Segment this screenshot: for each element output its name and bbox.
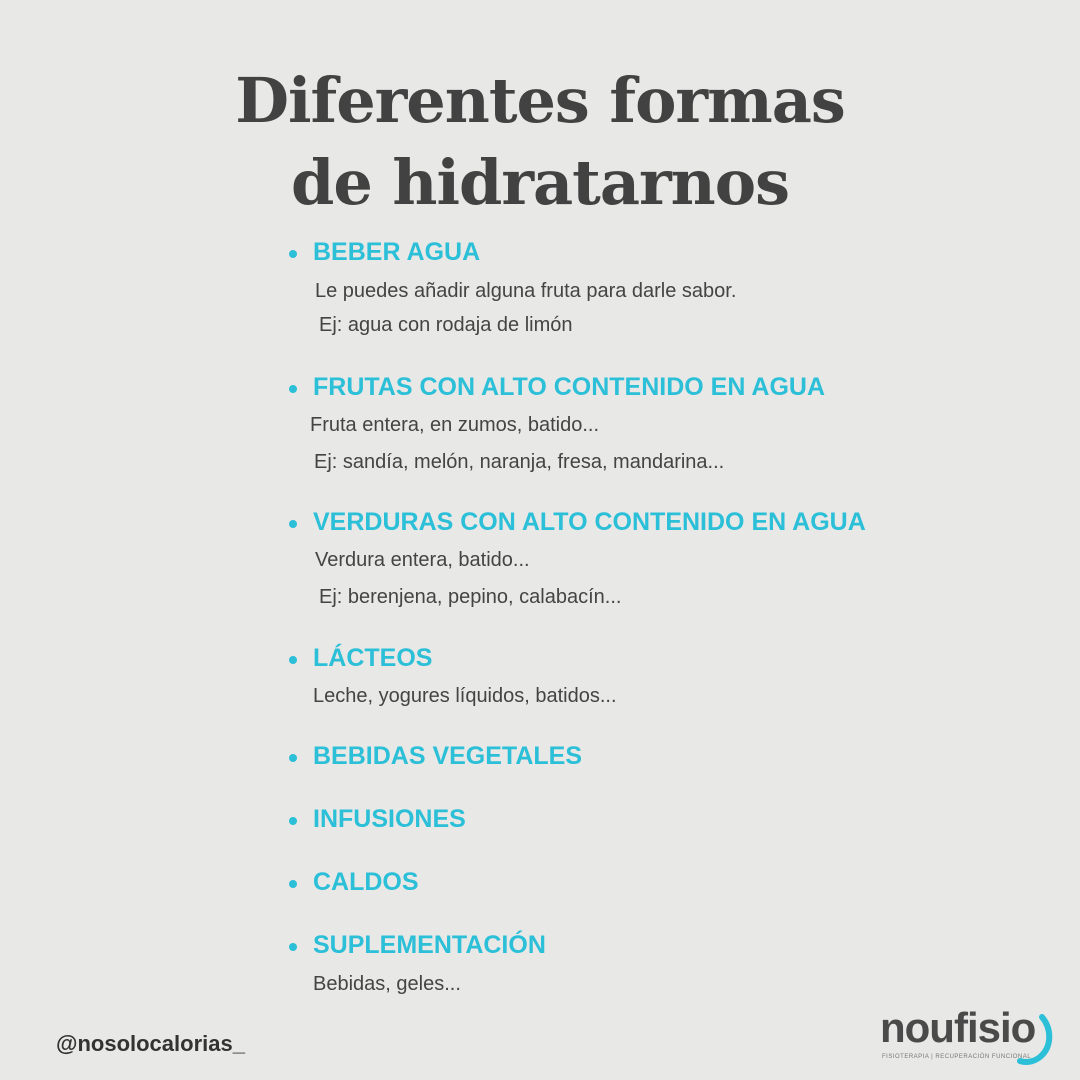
item-heading: FRUTAS CON ALTO CONTENIDO EN AGUA	[313, 373, 826, 401]
item-detail: Ej: sandía, melón, naranja, fresa, mandarina...	[314, 451, 725, 473]
brand-logo	[880, 1005, 1060, 1067]
item-detail: Leche, yogures líquidos, batidos...	[313, 685, 617, 707]
bullet-icon	[289, 880, 297, 888]
bullet-icon	[289, 943, 297, 951]
item-heading: BEBIDAS VEGETALES	[313, 742, 583, 770]
item-heading: SUPLEMENTACIÓN	[313, 931, 546, 959]
item-detail: Verdura entera, batido...	[315, 549, 530, 571]
item-detail: Ej: berenjena, pepino, calabacín...	[319, 586, 622, 608]
item-heading: VERDURAS CON ALTO CONTENIDO EN AGUA	[313, 508, 866, 536]
bullet-icon	[289, 250, 297, 258]
bullet-icon	[289, 385, 297, 393]
bullet-icon	[289, 520, 297, 528]
social-handle: @nosolocalorias_	[56, 1031, 245, 1056]
item-detail: Fruta entera, en zumos, batido...	[310, 414, 600, 436]
logo-swoosh-icon	[1012, 1013, 1060, 1065]
item-detail: Ej: agua con rodaja de limón	[319, 314, 573, 336]
bullet-icon	[289, 817, 297, 825]
bullet-icon	[289, 754, 297, 762]
bullet-icon	[289, 656, 297, 664]
title-line-1: Diferentes formas	[235, 64, 845, 137]
item-detail: Le puedes añadir alguna fruta para darle sabor.	[315, 280, 737, 302]
item-detail: Bebidas, geles...	[313, 973, 461, 995]
item-heading: LÁCTEOS	[313, 644, 433, 672]
item-heading: BEBER AGUA	[313, 238, 481, 266]
title-line-2: de hidratarnos	[290, 146, 789, 219]
item-heading: INFUSIONES	[313, 805, 466, 833]
logo-subtitle: FISIOTERAPIA | RECUPERACIÓN FUNCIONAL	[882, 1054, 1032, 1060]
logo-wordmark: noufisio	[880, 1004, 1036, 1051]
item-heading: CALDOS	[313, 868, 419, 896]
